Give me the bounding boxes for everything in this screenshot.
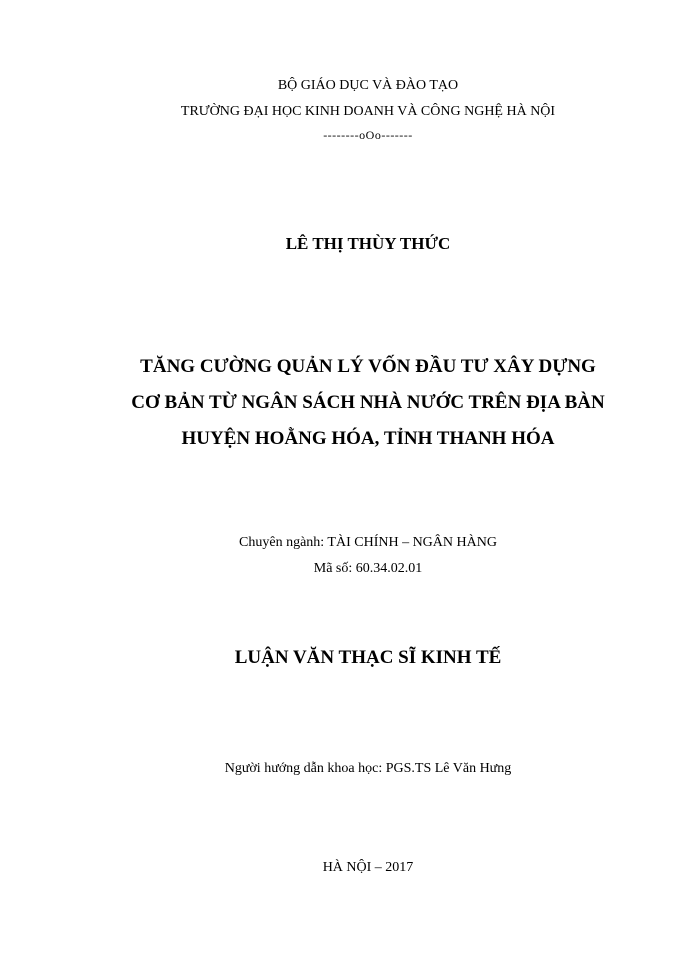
thesis-title-line-2: CƠ BẢN TỪ NGÂN SÁCH NHÀ NƯỚC TRÊN ĐỊA BÀN [131,392,605,413]
place-and-year: HÀ NỘI – 2017 [322,860,414,875]
major-field: Chuyên ngành: TÀI CHÍNH – NGÂN HÀNG [239,535,497,550]
major-code: Mã số: 60.34.02.01 [313,561,423,576]
thesis-title-line-3: HUYỆN HOẰNG HÓA, TỈNH THANH HÓA [181,428,555,449]
ornament-divider: --------oOo------- [323,128,413,142]
thesis-title-line-1: TĂNG CƯỜNG QUẢN LÝ VỐN ĐẦU TƯ XÂY DỰNG [140,356,596,377]
university-heading: TRƯỜNG ĐẠI HỌC KINH DOANH VÀ CÔNG NGHỆ HÀ NỘI [180,104,556,119]
degree-title: LUẬN VĂN THẠC SĨ KINH TẾ [234,647,502,668]
supervisor-line: Người hướng dẫn khoa học: PGS.TS Lê Văn Hưng [224,761,512,776]
ministry-heading: BỘ GIÁO DỤC VÀ ĐÀO TẠO [277,78,459,93]
author-name: LÊ THỊ THÙY THỨC [285,234,451,253]
